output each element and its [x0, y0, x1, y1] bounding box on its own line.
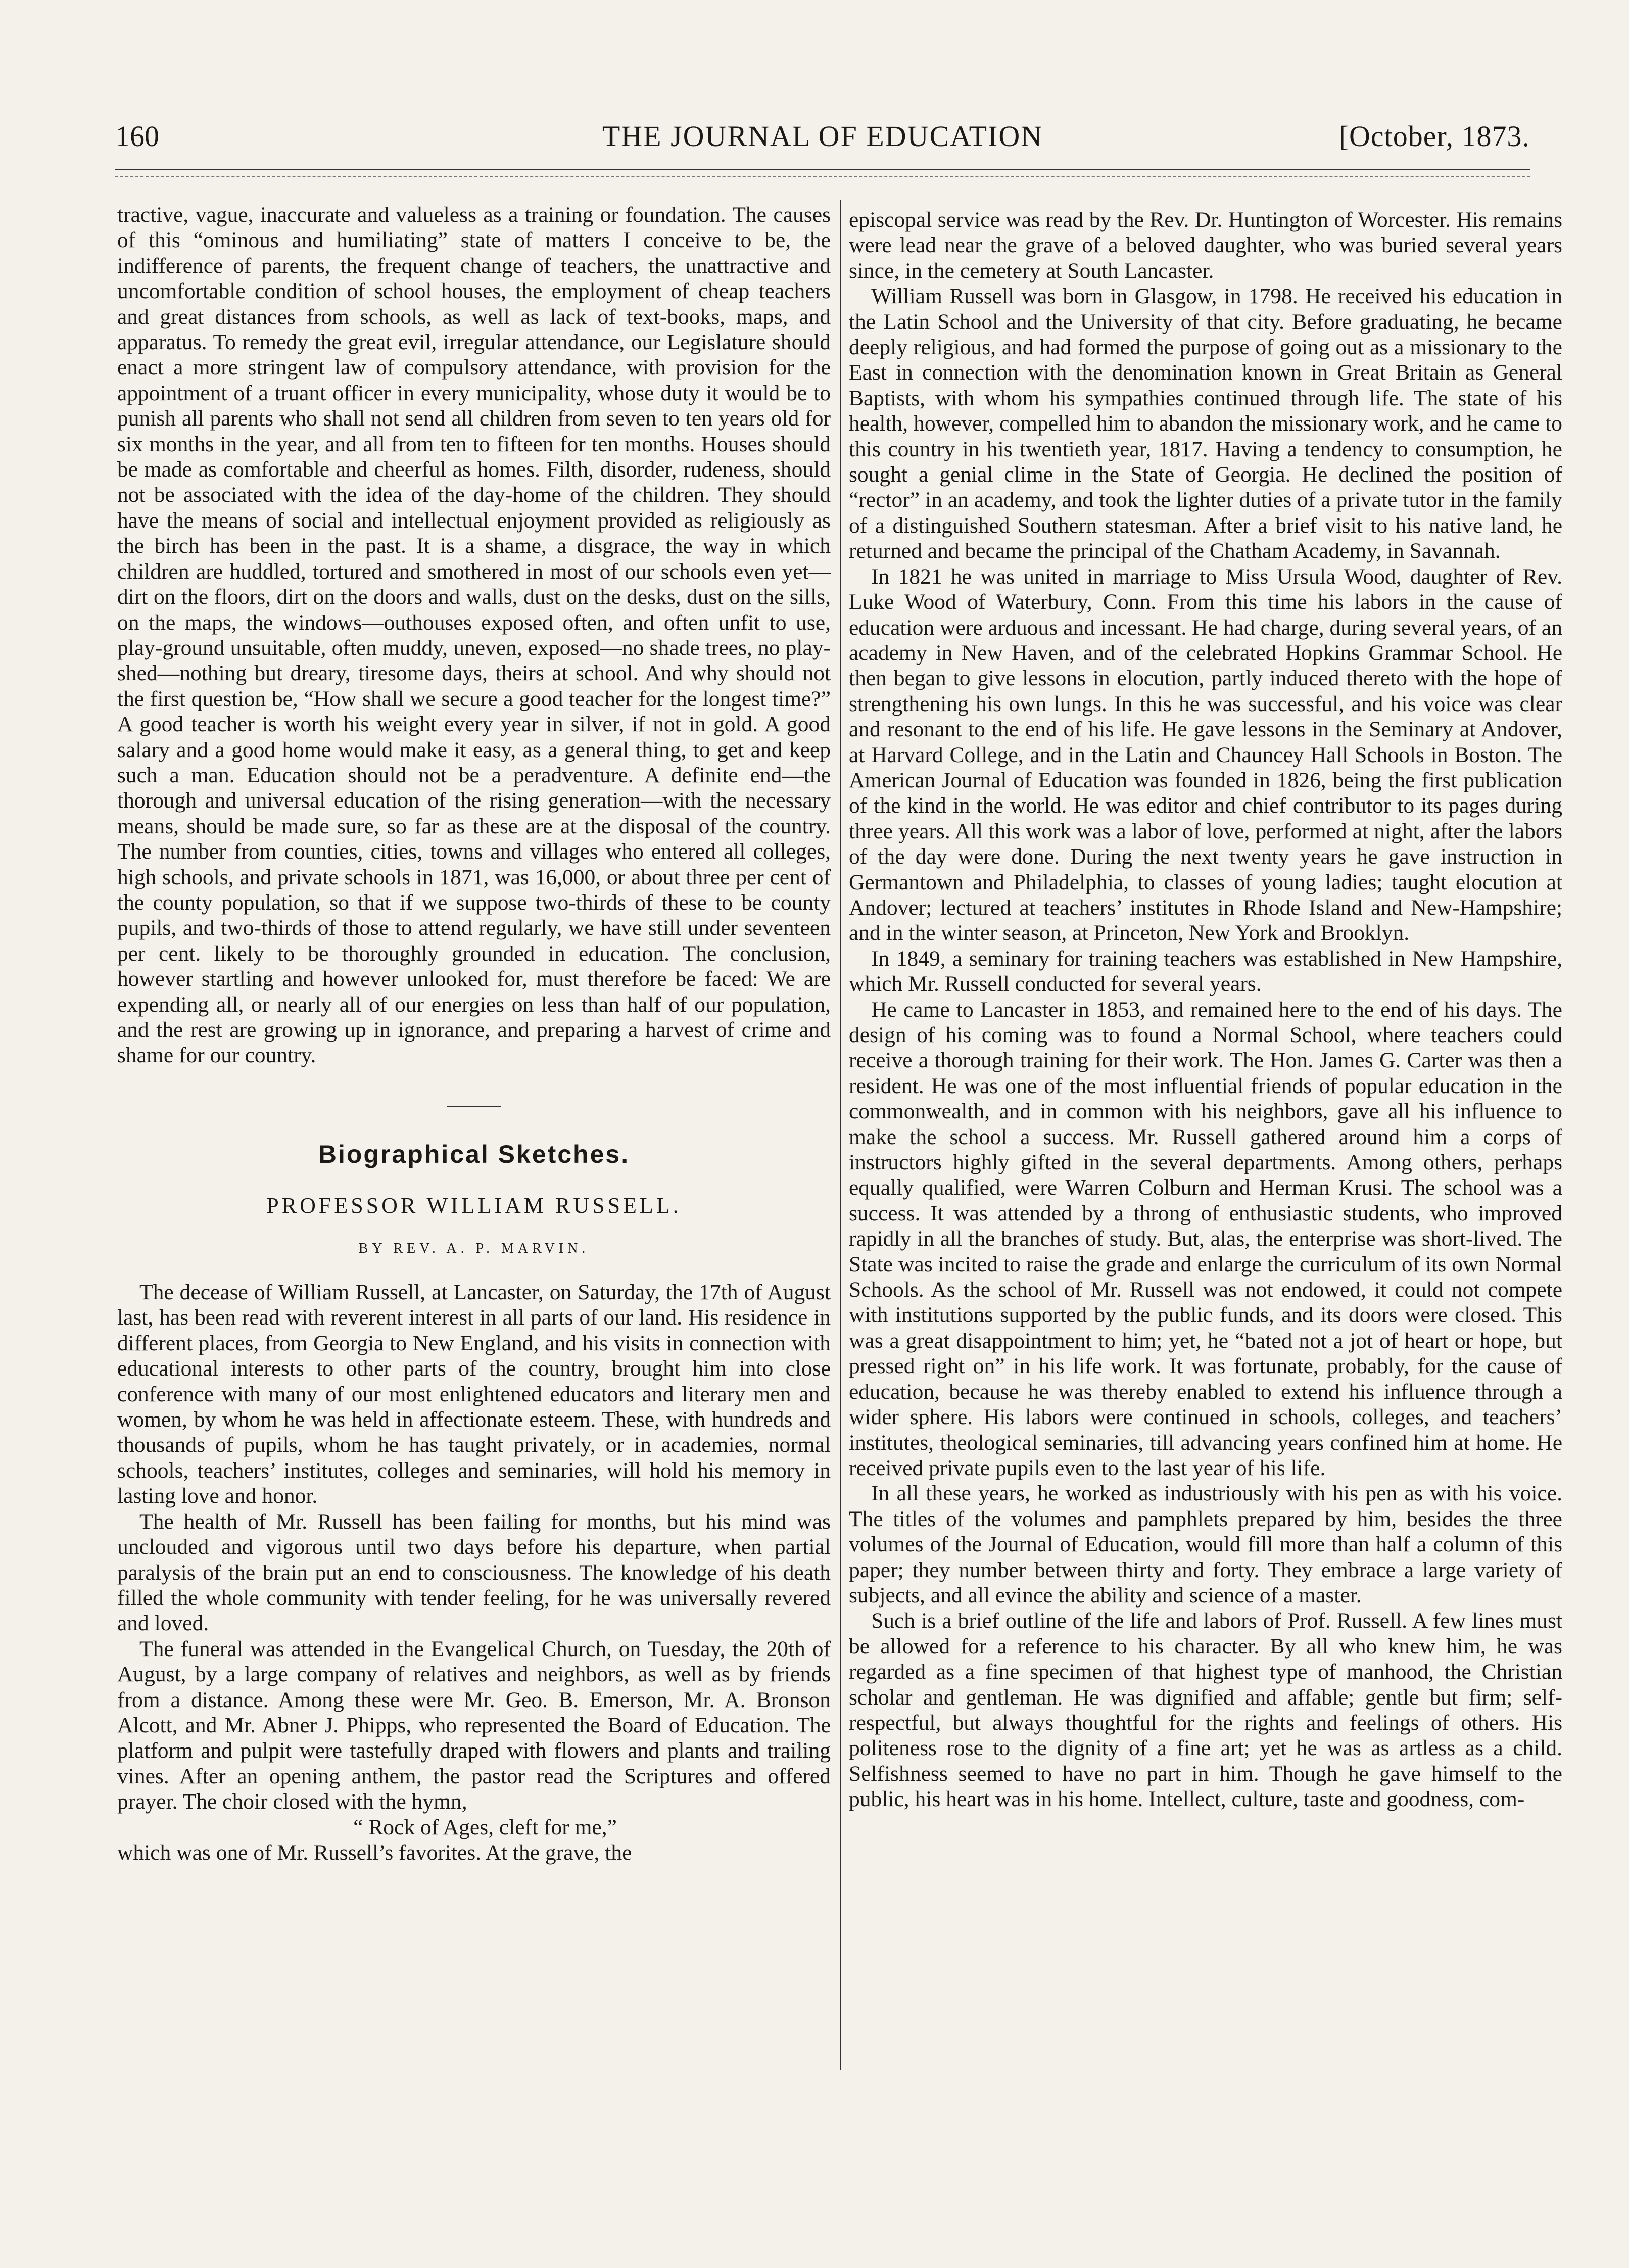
right-column: [849, 207, 1562, 1812]
paragraph: episcopal service was read by the Rev. Dr. Huntington of Worcester. His remains were lead near the grave of a beloved daughter, who was buried several years since, in the cemetery at South Lancaster.: [849, 208, 1562, 283]
paragraph: The decease of William Russell, at Lancaster, on Saturday, the 17th of August last, has been read with reverent interest in all parts of our land. His residence in different places, from Georgia to New England, and his visits in connection with educational interests to other parts of the country, brought him into close conference with many of our most enlightened educators and literary men and women, by whom he was held in affectionate esteem. These, with hundreds and thousands of pupils, whom he has taught privately, or in academies, normal schools, teachers’ institutes, colleges and seminaries, will hold his memory in lasting love and honor.: [117, 1280, 831, 1508]
paragraph: He came to Lancaster in 1853, and remained here to the end of his days. The design of his coming was to found a Normal School, where teachers could receive a thorough training for their work. The Hon. James G. Carter was then a resident. He was one of the most influential friends of popular education in the commonwealth, and in common with his neighbors, gave all his influence to make the school a success. Mr. Russell gathered around him a corps of instructors highly gifted in the several departments. Among others, perhaps equally qualified, were Warren Colburn and Herman Krusi. The school was a success. It was attended by a throng of enthusiastic students, who improved rapidly in all the branches of study. But, alas, the enterprise was short-lived. The State was incited to raise the grade and enlarge the curriculum of its own Normal Schools. As the school of Mr. Russell was not endowed, it could not compete with institutions supported by the public funds, and its doors were closed. This was a great disappointment to him; yet, he “bated not a jot of heart or hope, but pressed right on” in his life work. It was fortunate, probably, for the cause of education, because he was thereby enabled to extend his influence through a wider sphere. His labors were continued in schools, colleges, and teachers’ institutes, theological seminaries, till advancing years confined him at home. He received private pupils even to the last year of his life.: [849, 997, 1562, 1480]
header-rule: [115, 169, 1530, 170]
left-column: [117, 202, 831, 1865]
column-divider: [840, 200, 841, 2070]
hymn-quote: “ Rock of Ages, cleft for me,”: [353, 1815, 617, 1839]
page-header: [115, 119, 1530, 155]
page-number: 160: [115, 120, 159, 153]
paragraph: which was one of Mr. Russell’s favorites. At the grave, the: [117, 1840, 632, 1865]
section-heading: Biographical Sketches.: [318, 1140, 630, 1168]
paragraph: William Russell was born in Glasgow, in 1798. He received his education in the Latin School and the University of that city. Before graduating, he became deeply religious, and had formed the purpose of going out as a missionary to the East in connection with the denomination known in Great Britain as General Baptists, with whom his sympathies continued through life. The state of his health, however, compelled him to abandon the missionary work, and he came to this country in his twentieth year, 1817. Having a tendency to consumption, he sought a genial clime in the State of Georgia. He declined the position of “rector” in an academy, and took the lighter duties of a private tutor in the family of a distinguished Southern statesman. After a brief visit to his native land, he returned and became the principal of the Chatham Academy, in Savannah.: [849, 284, 1562, 563]
section-divider: [447, 1106, 501, 1107]
paragraph: In all these years, he worked as industriously with his pen as with his voice. The titles of the volumes and pamphlets prepared by him, besides the three volumes of the Journal of Education, would fill more than half a column of this paper; they number between thirty and forty. They embrace a large variety of subjects, and all evince the ability and science of a master.: [849, 1481, 1562, 1608]
paragraph: The health of Mr. Russell has been failing for months, but his mind was unclouded and vigorous until two days before his departure, when partial paralysis of the brain put an end to consciousness. The knowledge of his death filled the whole community with tender feeling, for he was universally revered and loved.: [117, 1509, 831, 1636]
journal-title: THE JOURNAL OF EDUCATION: [602, 120, 1043, 153]
paragraph: In 1821 he was united in marriage to Miss Ursula Wood, daughter of Rev. Luke Wood of Waterbury, Conn. From this time his labors in the cause of education were arduous and incessant. He had charge, during several years, of an academy in New Haven, and of the celebrated Hopkins Grammar School. He then began to give lessons in elocution, partly induced thereto with the hope of strengthening his own lungs. In this he was successful, and his voice was clear and resonant to the end of his life. He gave lessons in the Seminary at Andover, at Harvard College, and in the Latin and Chauncey Hall Schools in Boston. The American Journal of Education was founded in 1826, being the first publication of the kind in the world. He was editor and chief contributor to its pages during three years. All this work was a labor of love, performed at night, after the labors of the day were done. During the next twenty years he gave instruction in Germantown and Philadelphia, to classes of young ladies; taught elocution at Andover; lectured at teachers’ institutes in Rhode Island and New-Hampshire; and in the winter season, at Princeton, New York and Brooklyn.: [849, 564, 1562, 946]
paragraph: tractive, vague, inaccurate and valueless as a training or foundation. The causes of this “ominous and humiliating” state of matters I conceive to be, the indifference of parents, the frequent change of teachers, the unattractive and uncomfortable condition of school houses, the employment of cheap teachers and great distances from schools, as well as lack of text-books, maps, and apparatus. To remedy the great evil, irregular attendance, our Legislature should enact a more stringent law of compulsory attendance, with provision for the appointment of a truant officer in every municipality, whose duty it would be to punish all parents who shall not send all children from seven to ten years old for six months in the year, and all from ten to fifteen for ten months. Houses should be made as comfortable and cheerful as homes. Filth, disorder, rudeness, should not be associated with the idea of the day-home of the children. They should have the means of social and intellectual enjoyment provided as religiously as the birch has been in the past. It is a shame, a disgrace, the way in which children are huddled, tortured and smothered in most of our schools even yet—dirt on the floors, dirt on the doors and walls, dust on the desks, dust on the sills, on the maps, the windows—outhouses exposed often, and often unfit to use, play-ground unsuitable, often muddy, uneven, exposed—no shade trees, no play-shed—nothing but dreary, tiresome days, theirs at school. And why should not the first question be, “How shall we secure a good teacher for the longest time?” A good teacher is worth his weight every year in silver, if not in gold. A good salary and a good home would make it easy, as a general thing, to get and keep such a man. Education should not be a peradventure. A definite end—the thorough and universal education of the rising generation—with the necessary means, should be made sure, so far as these are at the disposal of the country. The number from counties, cities, towns and villages who entered all colleges, high schools, and private schools in 1871, was 16,000, or about three per cent of the county population, so that if we suppose two-thirds of these to be county pupils, and two-thirds of those to attend regularly, we have still under seventeen per cent. likely to be thoroughly grounded in education. The conclusion, however startling and however unlooked for, must therefore be faced: We are expending all, or nearly all of our energies on less than half of our population, and the rest are growing up in ignorance, and preparing a harvest of crime and shame for our country.: [117, 203, 831, 1068]
paragraph: The funeral was attended in the Evangelical Church, on Tuesday, the 20th of August, by a large company of relatives and neighbors, as well as by friends from a distance. Among these were Mr. Geo. B. Emerson, Mr. A. Bronson Alcott, and Mr. Abner J. Phipps, who represented the Board of Education. The platform and pulpit were tastefully draped with flowers and plants and trailing vines. After an opening anthem, the pastor read the Scriptures and offered prayer. The choir closed with the hymn,: [117, 1636, 831, 1814]
paragraph: Such is a brief outline of the life and labors of Prof. Russell. A few lines must be allowed for a reference to his character. By all who knew him, he was regarded as a fine specimen of that highest type of manhood, the Christian scholar and gentleman. He was dignified and affable; gentle but firm; self-respectful, but always thoughtful for the rights and feelings of others. His politeness rose to the dignity of a fine art; yet he was as artless as a child. Selfishness seemed to have no part in him. Though he gave himself to the public, his heart was in his home. Intellect, culture, taste and goodness, com-: [849, 1609, 1562, 1812]
header-rule-dashed: [115, 176, 1530, 177]
article-title: PROFESSOR WILLIAM RUSSELL.: [266, 1193, 682, 1218]
paragraph: In 1849, a seminary for training teachers was established in New Hampshire, which Mr. Russell conducted for several years.: [849, 946, 1562, 997]
issue-date: [October, 1873.: [1338, 120, 1530, 153]
byline: BY REV. A. P. MARVIN.: [358, 1240, 590, 1256]
